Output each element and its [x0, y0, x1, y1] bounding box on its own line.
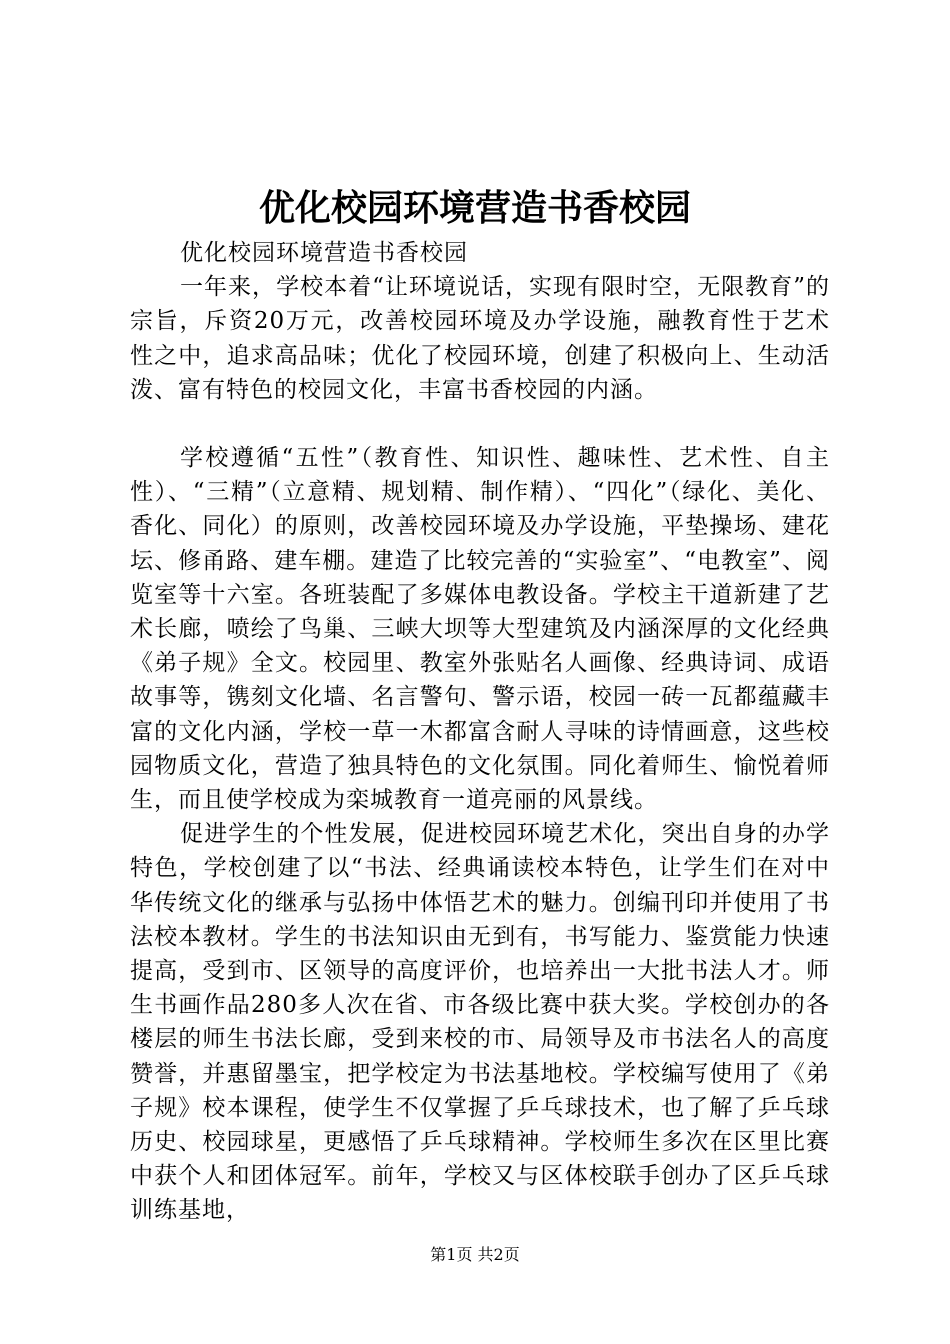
- principles-paragraph: 学校遵循“五性”（教育性、知识性、趣味性、艺术性、自主性）、“三精”（立意精、规划精、制作精）、“四化”（绿化、美化、香化、同化）的原则，改善校园环境及办学设施，平垫操场、建花坛、修甬路、建车棚。建造了比较完善的“实验室”、“电教室”、阅览室等十六室。各班装配了多媒体电教设备。学校主干道新建了艺术长廊，喷绘了鸟巢、三峡大坝等大型建筑及内涵深厚的文化经典《弟子规》全文。校园里、教室外张贴名人画像、经典诗词、成语故事等，镌刻文化墙、名言警句、警示语，校园一砖一瓦都蕴藏丰富的文化内涵，学校一草一木都富含耐人寻味的诗情画意，这些校园物质文化，营造了独具特色的文化氛围。同化着师生、愉悦着师生，而且使学校成为栾城教育一道亮丽的风景线。: [130, 445, 830, 814]
- intro-paragraph: 一年来，学校本着“让环境说话，实现有限时空，无限教育”的宗旨，斥资20万元，改善校园环境及办学设施，融教育性于艺术性之中，追求高品味；优化了校园环境，创建了积极向上、生动活泼、富有特色的校园文化，丰富书香校园的内涵。: [130, 274, 830, 403]
- development-paragraph: 促进学生的个性发展，促进校园环境艺术化，突出自身的办学特色，学校创建了以“书法、经典诵读校本特色，让学生们在对中华传统文化的继承与弘扬中体悟艺术的魅力。创编刊印并使用了书法校本教材。学生的书法知识由无到有，书写能力、鉴赏能力快速提高，受到市、区领导的高度评价，也培养出一大批书法人才。师生书画作品280多人次在省、市各级比赛中获大奖。学校创办的各楼层的师生书法长廊，受到来校的市、局领导及市书法名人的高度赞誉，并惠留墨宝，把学校定为书法基地校。学校编写使用了《弟子规》校本课程，使学生不仅掌握了乒乓球技术，也了解了乒乓球历史、校园球星，更感悟了乒乓球精神。学校师生多次在区里比赛中获个人和团体冠军。前年，学校又与区体校联手创办了区乒乓球训练基地，: [130, 821, 830, 1224]
- page-footer: 第1页 共2页: [430, 1245, 520, 1264]
- document-title: 优化校园环境营造书香校园: [258, 187, 691, 229]
- subtitle-paragraph: 优化校园环境营造书香校园: [180, 240, 468, 266]
- document-body: [130, 236, 830, 1228]
